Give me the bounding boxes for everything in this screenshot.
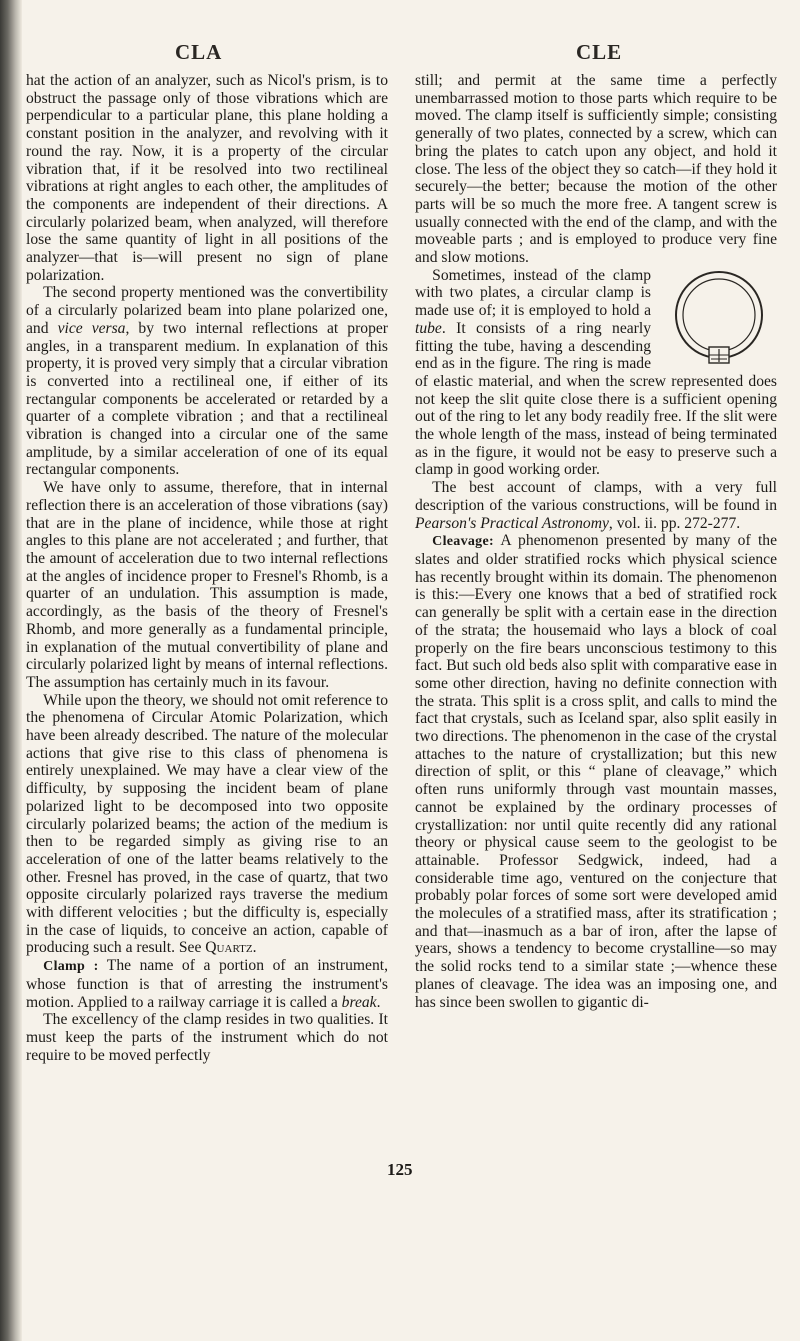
page-binding-edge	[0, 0, 22, 1341]
left-column	[26, 72, 388, 1064]
paragraph-internal-reflection: We have only to assume, therefore, that in internal reflection there is an acceleration of those vibrations (say) that are in the plane of incidence, while those at right angles to this plane are not accelerated ; and further, that the amount of acceleration due to two internal reflections at the angles of incidence proper to Fresnel's Rhomb, is a quarter of an undulation. This assumption is made, accordingly, as the basis of the theory of Fresnel's Rhomb, and more generally as a fundamental principle, in explanation of the mutual convertibility of plane and circularly polarized light by means of internal reflections. The assumption has certainly much in its favour.	[26, 479, 388, 691]
entry-clamp: Clamp : The name of a portion of an instrument, whose function is that of arresting the instrument's motion. Applied to a railway carriage it is called a break.	[26, 957, 388, 1011]
paragraph-clamp-qualities: The excellency of the clamp resides in two qualities. It must keep the parts of the instrument which do not require to be moved perfectly	[26, 1011, 388, 1064]
page-number: 125	[387, 1160, 413, 1179]
left-running-head: CLA	[175, 40, 223, 64]
paragraph-circular-clamp: Sometimes, instead of the clamp with two plates, a circular clamp is made use of; it is employed to hold a tube. It consists of a ring nearly fitting the tube, having a descending end as in the figure. The ring is made of elastic material, and when the screw represented does not keep the slit quite close there is a sufficient opening out of the ring to let any body readily free. If the slit were the whole length of the mass, instead of being terminated as in the figure, it would not be easy to preserve such a clamp in good working order.	[415, 266, 777, 479]
book-reference: Pearson's Practical Astronomy	[415, 514, 609, 532]
entry-term-clamp: Clamp :	[43, 959, 99, 975]
right-column	[415, 72, 777, 1011]
right-running-head: CLE	[576, 40, 623, 64]
entry-cleavage: Cleavage: A phenomenon presented by many of the slates and older stratified rocks which physical science has recently brought within its domain. The phenomenon is this:—Every one knows that a bed of stratified rock can generally be split with a certain ease in the direction of the strata; the housemaid who lays a block of coal properly on the fire bears unconscious testimony to this fact. But such old beds also split with comparative ease in some other direction, having no definite connection with the strata. This split is a cross split, and calls to mind the fact that crystals, such as Iceland spar, also split easily in two directions. The phenomenon in the case of the crystal attaches to the nature of crystallization; but this new direction of split, or this “ plane of cleavage,” which often runs uniformly through vast mountain masses, cannot be explained by the ordinary processes of crystallization: nor until quite recently did any rational theory or physical cause seem to the geologist to be attainable. Professor Sedgwick, indeed, had a considerable time ago, ventured on the conjecture that probably polar forces of some sort were developed amid the molecules of a stratified mass, after its stratification ; and that—inasmuch as a bar of iron, after the lapse of years, shows a tendency to become crystalline—so may the solid rocks tend to a similar state ;—whence these planes of cleavage. The idea was an imposing one, and has since been swollen to gigantic di-	[415, 532, 777, 1011]
cross-reference-quartz[interactable]: Quartz	[205, 939, 253, 957]
paragraph-analyzer: hat the action of an analyzer, such as Nicol's prism, is to obstruct the passage only of those vibrations which are perpendicular to a particular plane, this plane holding a constant position in the analyzer, and revolving with it round the ray. Now, it is a property of the circular vibration that, if it be resolved into two rectilineal vibrations at right angles to each other, the amplitudes of the components are independent of their directions. A circularly polarized beam, when analyzed, will therefore lose the same quantity of light in all positions of the analyzer—that is—will present no sign of plane polarization.	[26, 72, 388, 284]
paragraph-clamp-continued: still; and permit at the same time a perfectly unembarrassed motion to those parts which require to be moved. The clamp itself is sufficiently simple; consisting generally of two plates, connected by a screw, which can bring the plates to catch upon any object, and hold it close. The less of the object they so catch—if they hold it securely—the better; because the motion of the other parts will be so much the more free. A tangent screw is usually connected with the end of the clamp, and with the moveable parts ; and is employed to produce very fine and slow motions.	[415, 72, 777, 267]
paragraph-convertibility: The second property mentioned was the convertibility of a circularly polarized beam into plane polarized one, and vice versa, by two internal reflections at proper angles, in a transparent medium. In explanation of this property, it is proved very simply that a circular vibration is converted into a rectilineal one, if either of its rectangular components be accelerated or retarded by a quarter of a complete vibration ; and that a rectilineal vibration is changed into a circular one of the same amplitude, by a similar acceleration of one of its equal rectangular components.	[26, 284, 388, 479]
entry-term-cleavage: Cleavage:	[432, 534, 494, 550]
paragraph-circular-atomic-polarization: While upon the theory, we should not omit reference to the phenomena of Circular Atomic Polarization, which have been already described. The nature of the molecular actions that give rise to this class of phenomena is entirely unexplained. We may have a clear view of the difficulty, by supposing the incident beam of plane polarized light to be decomposed into two opposite circularly polarized beams; the action of the medium is then to be regarded simply as giving rise to an acceleration of one of the latter beams relatively to the other. Fresnel has proved, in the case of quartz, that two opposite circularly polarized rays traverse the medium with different velocities ; but the difficulty is, especially in the case of liquids, to conceive an action, capable of producing such a result. See Quartz.	[26, 691, 388, 957]
paragraph-best-account: The best account of clamps, with a very full description of the various constructions, will be found in Pearson's Practical Astronomy, vol. ii. pp. 272-277.	[415, 479, 777, 532]
circular-clamp-figure	[657, 269, 777, 365]
